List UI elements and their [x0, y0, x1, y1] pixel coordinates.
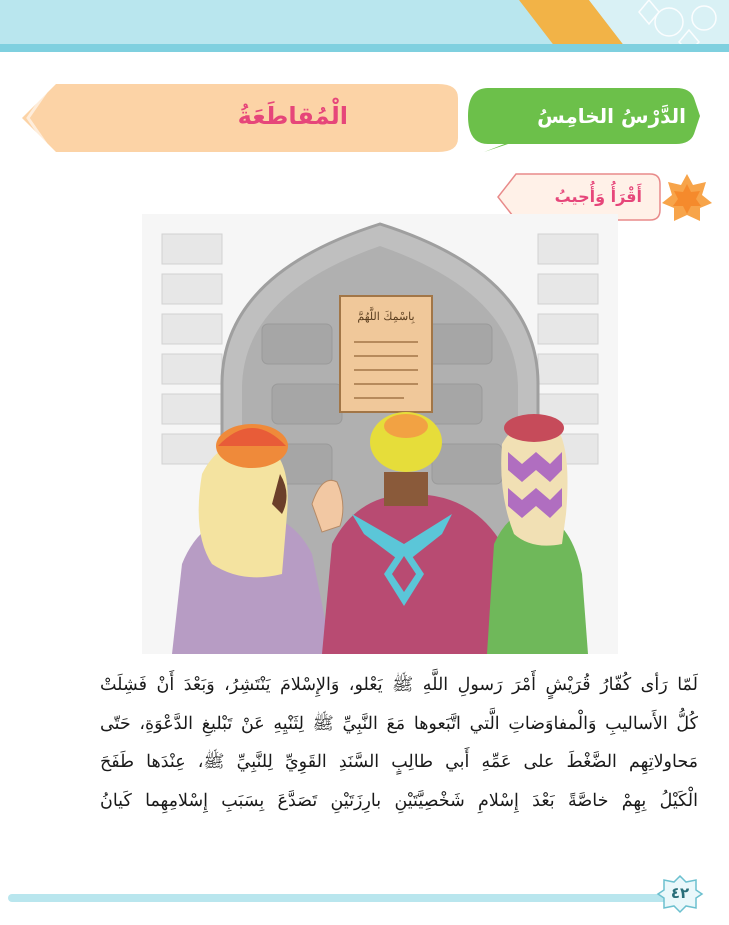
top-decorative-band: [0, 0, 729, 52]
story-illustration: [142, 214, 618, 654]
lesson-number-label: الدَّرْسُ الخامِسُ: [537, 104, 686, 128]
page-number-badge: [656, 874, 704, 914]
page-number: ٤٢: [670, 884, 690, 902]
page-footer: [0, 884, 729, 925]
lesson-paragraph: [100, 666, 698, 820]
footer-line: [8, 894, 669, 902]
section-label: أَقْرَأُ وَأُجيبُ: [554, 187, 642, 206]
lesson-header: [18, 78, 708, 154]
paragraph-line: كُلُّ الأَساليبِ وَالْمفاوَضاتِ الَّتي اتَّبَعوها مَعَ النَّبِيِّ ﷺ لِثَنْيِهِ عَنْ تَبْليغِ الدَّعْوَةِ، حَتّى: [100, 713, 698, 734]
paragraph-line: الْكَيْلُ بِهِمْ خاصَّةً بَعْدَ إِسْلامِ شَخْصِيَّتَيْنِ بارِزَتَيْنِ تَصَدَّعَ بِسَبَبِ إِسْلامِهِما كَيانُ: [100, 790, 698, 811]
paragraph-line: لَمّا رَأى كُفّارُ قُرَيْشٍ أَمْرَ رَسولِ اللَّهِ ﷺ يَعْلو، وَالإِسْلامَ يَنْتَشِرُ، وَبَعْدَ أَنْ فَشِلَتْ: [100, 675, 698, 695]
lesson-title: الْمُقاطَعَةُ: [237, 102, 348, 130]
sign-title: بِاسْمِكَ اللَّهُمَّ: [357, 310, 415, 323]
orange-star-icon: [660, 170, 714, 224]
paragraph-line: مَحاولاتِهِم الضَّغْطَ على عَمِّهِ أَبي طالِبٍ السَّنَدِ القَوِيِّ لِلنَّبِيِّ ﷺ، عِنْدَها طَفَحَ: [100, 752, 698, 772]
